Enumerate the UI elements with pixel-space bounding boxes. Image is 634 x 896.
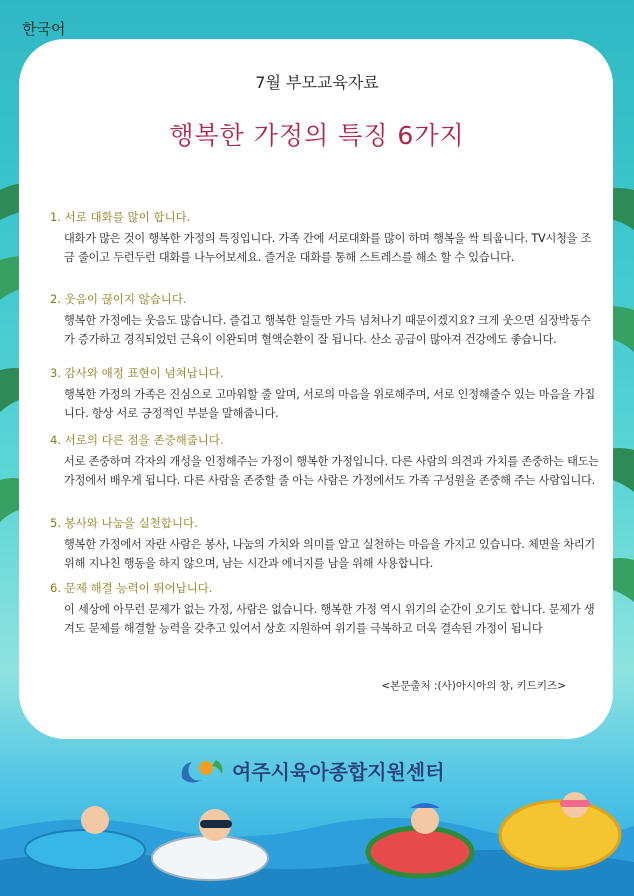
center-name: 여주시육아종합지원센터 xyxy=(232,759,445,784)
center-logo xyxy=(178,754,445,786)
section-title: 3. 감사와 애정 표현이 넘쳐납니다. xyxy=(50,366,224,380)
language-label: 한국어 xyxy=(22,20,66,38)
section-body: 서로 존중하며 각자의 개성을 인정해주는 가정이 행복한 가정입니다. 다른 사람의 의견과 가치를 존중하는 태도는 가정에서 배우게 됩니다. 다른 사람을 존중할 줄 아는 사람은 가정에서도 가족 구성원을 존중해 주는 사람입니다. xyxy=(64,455,599,487)
section-title: 4. 서로의 다른 점을 존중해줍니다. xyxy=(50,433,224,447)
section-title: 6. 문제 해결 능력이 뛰어납니다. xyxy=(50,581,213,595)
page-title: 행복한 가정의 특징 6가지 xyxy=(169,121,465,150)
source-citation: <본문출처 :(사)아시아의 창, 키드키즈> xyxy=(381,680,566,692)
section-body: 행복한 가정의 가족은 진심으로 고마워할 줄 알며, 서로의 마음을 위로해주며, 서로 인정해줄수 있는 마음을 가집니다. 항상 서로 긍정적인 부분을 말해줍니다. xyxy=(64,388,596,420)
section-5 xyxy=(50,515,600,573)
logo-mark-icon xyxy=(178,754,226,786)
section-title: 5. 봉사와 나눔을 실천합니다. xyxy=(50,516,198,530)
section-body: 행복한 가정에서 자란 사람은 봉사, 나눔의 가치와 의미를 알고 실천하는 마음을 가지고 있습니다. 체면을 차리기 위해 지나친 행동을 하지 않으며, 남는 시간과 에너지를 남을 위해 사용합니다. xyxy=(64,538,596,570)
section-3 xyxy=(50,365,600,423)
subtitle: 7월 부모교육자료 xyxy=(255,73,379,92)
section-6 xyxy=(50,580,600,638)
section-body: 행복한 가정에는 웃음도 많습니다. 즐겁고 행복한 일들만 가득 넘쳐나기 때문이겠지요? 크게 웃으면 심장박동수가 증가하고 경직되었던 근육이 이완되며 혈액순환이 잘 됩니다. 산소 공급이 많아져 건강에도 좋습니다. xyxy=(64,314,591,346)
section-2 xyxy=(50,291,600,349)
section-title: 1. 서로 대화를 많이 합니다. xyxy=(50,210,191,224)
beach-illustration xyxy=(0,790,634,896)
section-body: 대화가 많은 것이 행복한 가정의 특징입니다. 가족 간에 서로대화를 많이 하며 행복을 싹 틔웁니다. TV시청을 조금 줄이고 두런두런 대화를 나누어보세요. 즐거운 대화를 통해 스트레스를 해소 할 수 있습니다. xyxy=(64,232,592,264)
section-body: 이 세상에 아무런 문제가 없는 가정, 사람은 없습니다. 행복한 가정 역시 위기의 순간이 오기도 합니다. 문제가 생겨도 문제를 해결할 능력을 갖추고 있어서 상호 지원하여 위기를 극복하고 더욱 결속된 가정이 됩니다 xyxy=(64,603,595,635)
section-4 xyxy=(50,432,600,490)
section-title: 2. 웃음이 끊이지 않습니다. xyxy=(50,292,187,306)
section-1 xyxy=(50,209,600,267)
